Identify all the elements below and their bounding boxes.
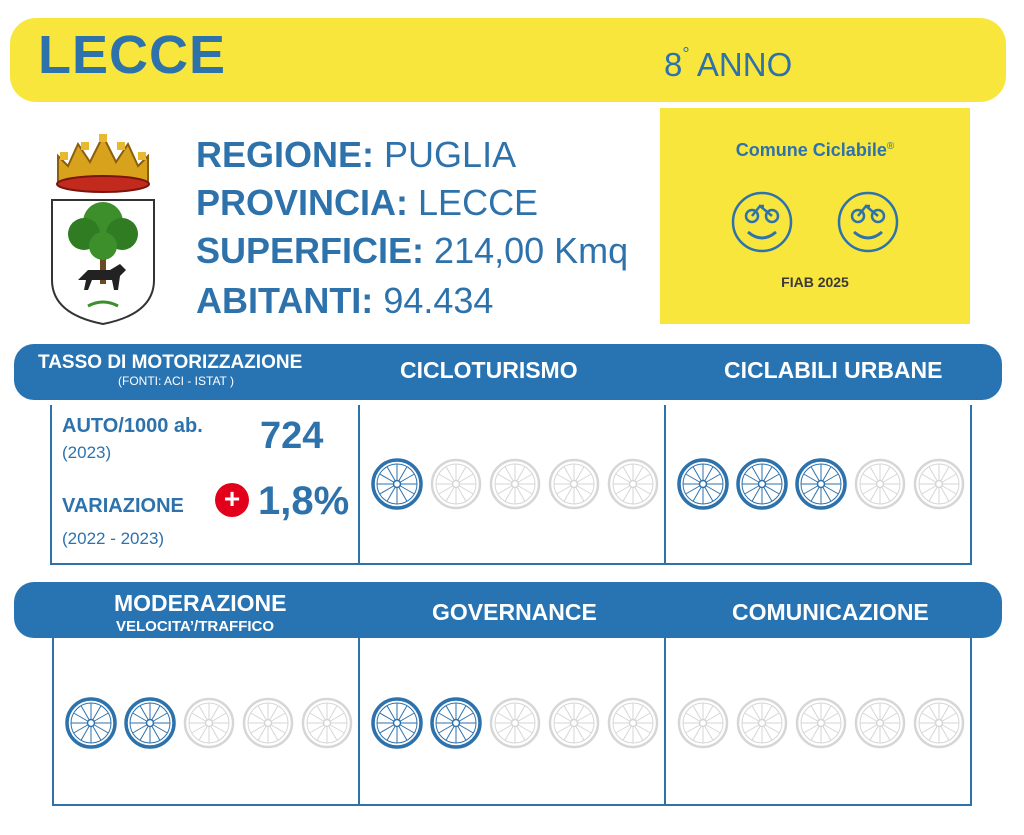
wheel-filled-icon: [123, 696, 177, 750]
superficie-label: SUPERFICIE:: [196, 230, 425, 271]
wheel-empty-icon: [429, 457, 483, 511]
badge-title-text: Comune Ciclabile: [735, 140, 887, 160]
wheel-empty-icon: [676, 696, 730, 750]
motorization-panel: [50, 405, 360, 565]
motorization-sources: (FONTI: ACI - ISTAT ): [118, 374, 234, 388]
wheel-empty-icon: [547, 457, 601, 511]
regione-label: REGIONE:: [196, 134, 375, 175]
wheel-filled-icon: [735, 457, 789, 511]
coat-of-arms-icon: [48, 130, 158, 326]
smiling-bike-icon: [836, 190, 900, 254]
provincia-value: LECCE: [418, 182, 539, 223]
abitanti-label: ABITANTI:: [196, 280, 374, 321]
wheel-filled-icon: [676, 457, 730, 511]
edition-year: [664, 46, 792, 84]
wheel-empty-icon: [735, 696, 789, 750]
moderazione-rating: [64, 696, 354, 750]
wheel-empty-icon: [853, 457, 907, 511]
wheel-empty-icon: [912, 457, 966, 511]
variation-value: 1,8%: [258, 479, 350, 523]
wheel-empty-icon: [241, 696, 295, 750]
year-label: ANNO: [696, 46, 793, 83]
variation-label: VARIAZIONE: [62, 495, 184, 517]
plus-icon: +: [215, 483, 249, 517]
wheel-filled-icon: [429, 696, 483, 750]
badge-title: [660, 140, 970, 161]
year-number: 8: [664, 46, 683, 83]
info-regione: [196, 134, 516, 176]
comunicazione-title: COMUNICAZIONE: [732, 599, 929, 625]
ciclabili-urbane-rating: [676, 457, 966, 511]
wheel-empty-icon: [488, 696, 542, 750]
comunicazione-rating: [676, 696, 966, 750]
moderazione-subtitle: VELOCITA’/TRAFFICO: [116, 618, 275, 635]
info-provincia: [196, 182, 538, 224]
superficie-value: 214,00 Kmq: [434, 230, 629, 271]
cicloturismo-title: CICLOTURISMO: [400, 357, 578, 383]
wheel-filled-icon: [370, 696, 424, 750]
wheel-filled-icon: [370, 457, 424, 511]
abitanti-value: 94.434: [383, 280, 494, 321]
motorization-title: TASSO DI MOTORIZZAZIONE: [38, 352, 303, 373]
governance-title: GOVERNANCE: [432, 599, 597, 625]
smiling-bike-icon: [730, 190, 794, 254]
wheel-empty-icon: [300, 696, 354, 750]
wheel-empty-icon: [794, 696, 848, 750]
wheel-empty-icon: [182, 696, 236, 750]
wheel-filled-icon: [64, 696, 118, 750]
wheel-empty-icon: [606, 457, 660, 511]
auto-year: (2023): [62, 443, 112, 462]
cicloturismo-rating: [370, 457, 660, 511]
wheel-empty-icon: [547, 696, 601, 750]
wheel-empty-icon: [912, 696, 966, 750]
info-abitanti: [196, 280, 493, 322]
governance-rating: [370, 696, 660, 750]
wheel-empty-icon: [606, 696, 660, 750]
auto-label: AUTO/1000 ab.: [62, 415, 203, 437]
provincia-label: PROVINCIA:: [196, 182, 409, 223]
regione-value: PUGLIA: [384, 134, 517, 175]
badge-subtitle: FIAB 2025: [781, 274, 849, 290]
wheel-empty-icon: [853, 696, 907, 750]
wheel-filled-icon: [794, 457, 848, 511]
wheel-empty-icon: [488, 457, 542, 511]
moderazione-title: MODERAZIONE: [114, 590, 287, 616]
year-degree: °: [682, 44, 690, 64]
auto-value: 724: [260, 415, 324, 457]
city-name: LECCE: [38, 25, 227, 85]
variation-period: (2022 - 2023): [62, 529, 165, 548]
badge-registered: ®: [886, 141, 895, 152]
info-superficie: [196, 230, 628, 272]
ciclabili-urbane-title: CICLABILI URBANE: [724, 357, 943, 383]
comune-ciclabile-badge: [660, 108, 970, 324]
